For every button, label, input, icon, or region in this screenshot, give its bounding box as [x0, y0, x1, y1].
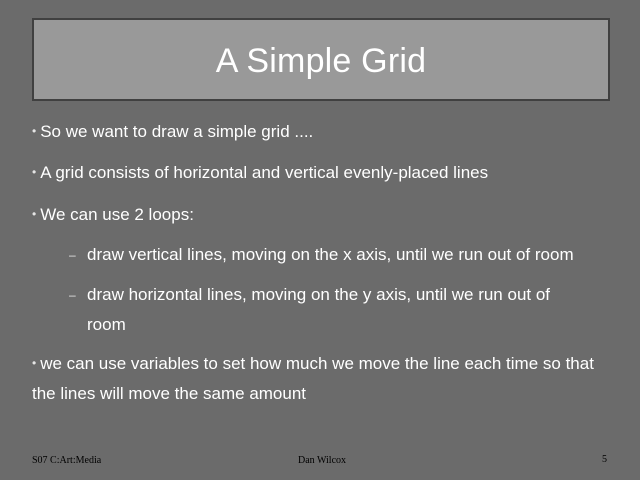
- dash-icon: –: [69, 248, 76, 262]
- footer-author: Dan Wilcox: [298, 455, 347, 466]
- bullet-item: [32, 348, 610, 409]
- bullet-item: [32, 157, 612, 188]
- bullet-text: We can use 2 loops:: [40, 205, 194, 224]
- footer-page-number: 5: [602, 454, 607, 465]
- footer-course: S07 C:Art:Media: [32, 455, 102, 466]
- bullet-text: we can use variables to set how much we move the line each time so that the lines will move the same amount: [32, 354, 594, 403]
- title-box: [32, 18, 610, 101]
- bullet-text: So we want to draw a simple grid ....: [40, 122, 314, 141]
- sub-bullet-text: draw horizontal lines, moving on the y axis, until we run out of room: [87, 285, 551, 334]
- sub-bullet-text: draw vertical lines, moving on the x axis, until we run out of room: [87, 245, 574, 264]
- bullet-item: [32, 116, 612, 147]
- bullet-icon: •: [32, 124, 37, 138]
- bullet-item: [32, 199, 612, 230]
- sub-bullet-item: [69, 240, 609, 270]
- slide-title: A Simple Grid: [215, 41, 427, 80]
- bullet-icon: •: [32, 165, 37, 179]
- sub-bullet-item: [69, 280, 609, 340]
- bullet-icon: •: [32, 356, 37, 370]
- bullet-icon: •: [32, 207, 37, 221]
- bullet-text: A grid consists of horizontal and vertical evenly-placed lines: [40, 163, 489, 182]
- dash-icon: –: [69, 288, 76, 302]
